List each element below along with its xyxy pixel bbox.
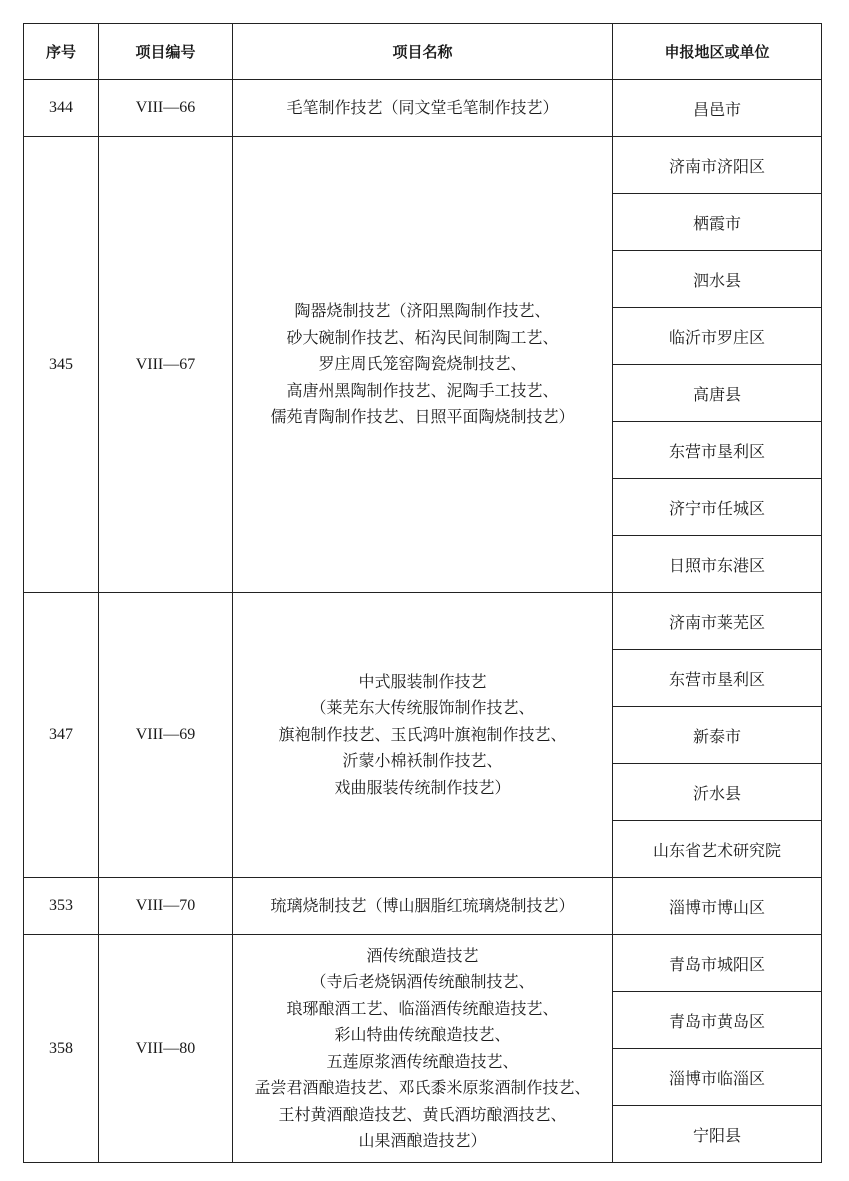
name-line: 旗袍制作技艺、玉氏鸿叶旗袍制作技艺、 — [278, 724, 567, 744]
table-row — [24, 935, 822, 992]
row-region: 济南市济阳区 — [613, 137, 822, 194]
row-region: 济宁市任城区 — [613, 479, 822, 536]
row-region: 临沂市罗庄区 — [613, 308, 822, 365]
row-region: 东营市垦利区 — [613, 650, 822, 707]
heritage-table — [23, 23, 822, 1163]
row-code: VIII—66 — [99, 80, 233, 137]
row-seq: 358 — [24, 935, 99, 1163]
name-line: 沂蒙小棉袄制作技艺、 — [342, 751, 503, 771]
row-name — [233, 80, 613, 137]
row-seq: 347 — [24, 593, 99, 878]
header-code: 项目编号 — [99, 24, 233, 80]
name-line: 砂大碗制作技艺、柘沟民间制陶工艺、 — [286, 327, 559, 347]
row-code: VIII—70 — [99, 878, 233, 935]
name-line: 孟尝君酒酿造技艺、邓氏黍米原浆酒制作技艺、 — [254, 1078, 591, 1097]
table-row — [24, 80, 822, 137]
table-row — [24, 593, 822, 650]
row-region: 昌邑市 — [613, 80, 822, 137]
name-line: 戏曲服装传统制作技艺） — [334, 777, 511, 797]
row-name — [233, 935, 613, 1163]
row-region: 青岛市黄岛区 — [613, 992, 822, 1049]
row-region: 沂水县 — [613, 764, 822, 821]
name-line: 彩山特曲传统酿造技艺、 — [334, 1025, 511, 1044]
header-seq: 序号 — [24, 24, 99, 80]
name-line: 陶器烧制技艺（济阳黑陶制作技艺、 — [294, 301, 551, 321]
row-seq: 353 — [24, 878, 99, 935]
name-line: 王村黄酒酿造技艺、黄氏酒坊酿酒技艺、 — [278, 1104, 567, 1124]
row-region: 淄博市临淄区 — [613, 1049, 822, 1106]
row-region: 泗水县 — [613, 251, 822, 308]
row-region: 东营市垦利区 — [613, 422, 822, 479]
header-row — [24, 24, 822, 80]
name-line: （寺后老烧锅酒传统酿制技艺、 — [310, 972, 535, 991]
name-line: 琅琊酿酒工艺、临淄酒传统酿造技艺、 — [286, 998, 559, 1018]
row-code: VIII—67 — [99, 137, 233, 593]
table-row — [24, 137, 822, 194]
name-line: 毛笔制作技艺（同文堂毛笔制作技艺） — [286, 97, 559, 117]
name-line: 罗庄周氏笼窑陶瓷烧制技艺、 — [318, 354, 527, 374]
row-name — [233, 593, 613, 878]
name-line: 高唐州黑陶制作技艺、泥陶手工技艺、 — [286, 380, 559, 400]
name-line: 儒苑青陶制作技艺、日照平面陶烧制技艺） — [270, 407, 575, 427]
row-region: 山东省艺术研究院 — [613, 821, 822, 878]
row-region: 日照市东港区 — [613, 536, 822, 593]
row-seq: 344 — [24, 80, 99, 137]
row-region: 青岛市城阳区 — [613, 935, 822, 992]
name-line: 中式服装制作技艺 — [358, 671, 487, 691]
header-name: 项目名称 — [233, 24, 613, 80]
name-line: 琉璃烧制技艺（博山胭脂红琉璃烧制技艺） — [270, 895, 575, 915]
table-row — [24, 878, 822, 935]
name-line: 山果酒酿造技艺） — [358, 1131, 487, 1150]
row-name — [233, 137, 613, 593]
row-seq: 345 — [24, 137, 99, 593]
row-region: 济南市莱芜区 — [613, 593, 822, 650]
row-region: 栖霞市 — [613, 194, 822, 251]
row-region: 淄博市博山区 — [613, 878, 822, 935]
header-region: 申报地区或单位 — [613, 24, 822, 80]
name-line: 酒传统酿造技艺 — [366, 945, 479, 965]
row-region: 宁阳县 — [613, 1106, 822, 1163]
row-region: 新泰市 — [613, 707, 822, 764]
row-code: VIII—80 — [99, 935, 233, 1163]
name-line: （莱芜东大传统服饰制作技艺、 — [310, 698, 535, 718]
name-line: 五莲原浆酒传统酿造技艺、 — [326, 1051, 519, 1071]
row-name — [233, 878, 613, 935]
row-region: 高唐县 — [613, 365, 822, 422]
row-code: VIII—69 — [99, 593, 233, 878]
